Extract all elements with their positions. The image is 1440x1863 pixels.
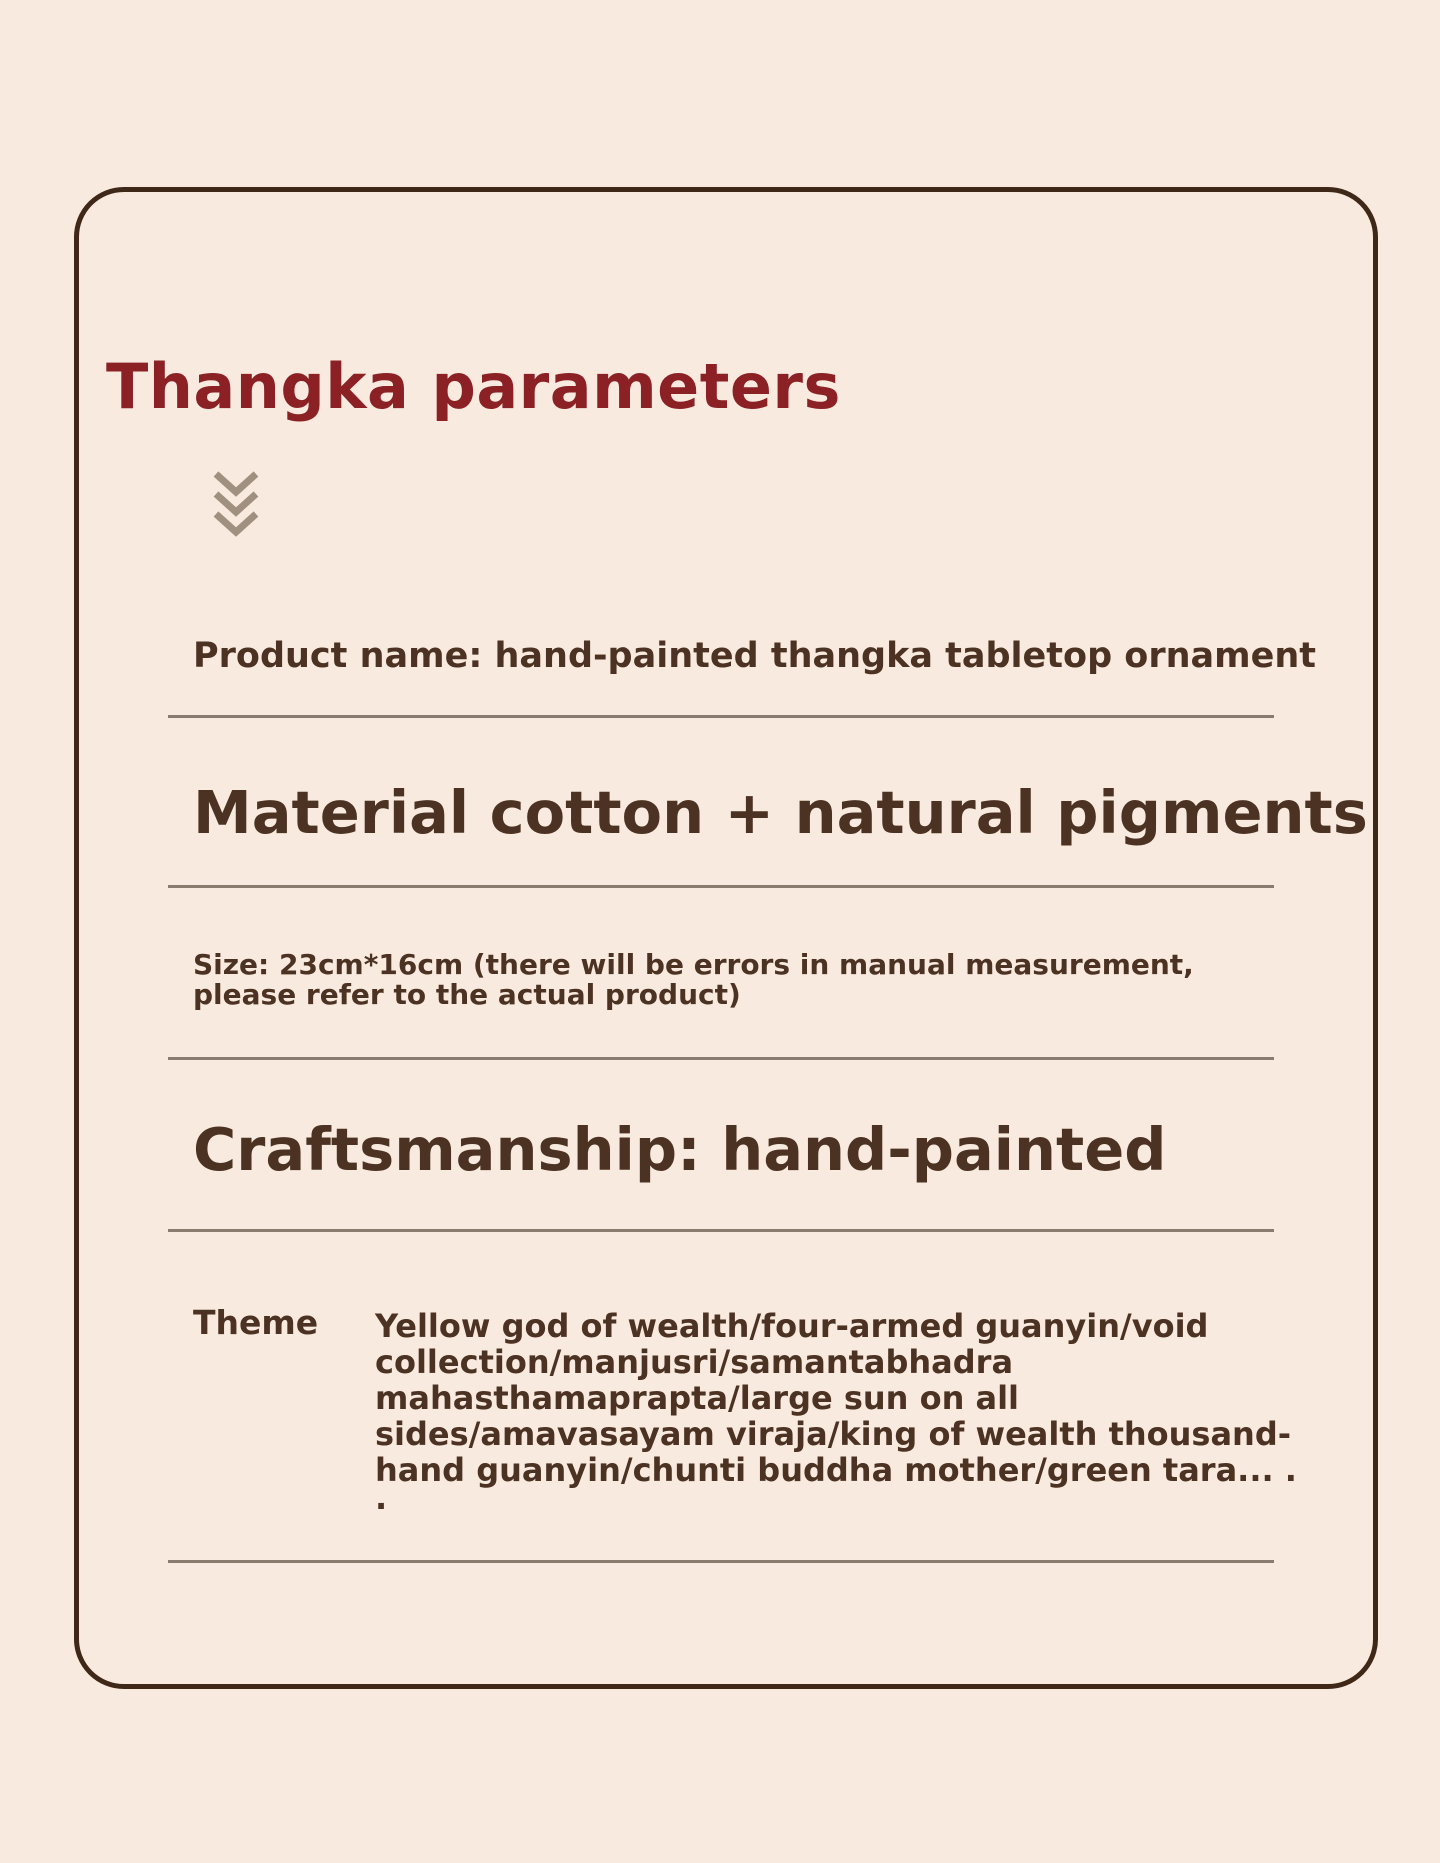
product-name-text: Product name: hand-painted thangka tabletop ornament — [193, 636, 1317, 676]
material-text: Material cotton + natural pigments — [193, 778, 1368, 847]
divider — [168, 1229, 1274, 1232]
theme-value: Yellow god of wealth/four-armed guanyin/void collection/manjusri/samantabhadra mahasthamaprapta/large sun on all sides/amavasayam viraja/king of wealth thousand-hand guanyin/chunti buddha mother/green tara... . · — [375, 1307, 1297, 1525]
divider — [168, 885, 1274, 888]
theme-label: Theme — [193, 1303, 319, 1342]
divider — [168, 1057, 1274, 1060]
page-title: Thangka parameters — [106, 350, 841, 423]
size-text: Size: 23cm*16cm (there will be errors in manual measurement, please refer to the actual product) — [193, 948, 1194, 1011]
divider — [168, 715, 1274, 718]
divider — [168, 1560, 1274, 1563]
triple-chevron-down-icon — [212, 470, 260, 540]
craftsmanship-text: Craftsmanship: hand-painted — [193, 1115, 1167, 1184]
